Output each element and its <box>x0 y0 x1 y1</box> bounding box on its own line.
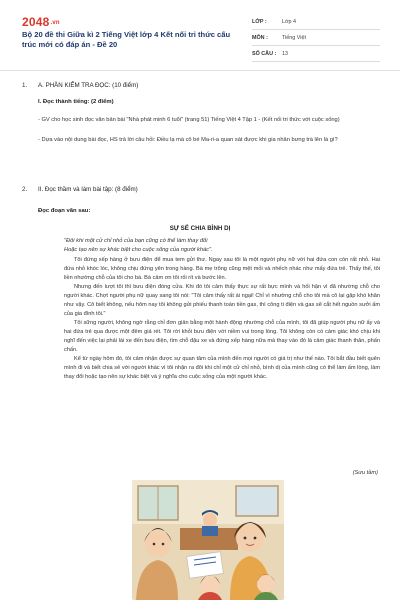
meta-key: LỚP : <box>252 18 267 25</box>
story-paragraph: Kể từ ngày hôm đó, tôi cảm nhận được sự quan tâm của mình đến mọi người có giá trị như thế nào. Tôi bắt đầu biết quên mình đi và biết chia sẻ với người khác vì tôi nhận ra đôi khi chỉ một cử chỉ nhỏ, bình dị của mình cũng có thể làm ấm lòng, làm thay đổi hoặc tạo nên sự khác biệt và ý nghĩa cho cuộc sống của một người khác. <box>64 356 380 380</box>
sub-heading: Đọc đoạn văn sau: <box>38 208 91 214</box>
section-heading: A. PHẦN KIỂM TRA ĐỌC: (10 điểm) <box>38 82 139 89</box>
document-title: Bộ 20 đề thi Giữa kì 2 Tiếng Việt lớp 4 Kết nối tri thức cấu trúc mới có đáp án - Đề 20 <box>22 30 231 49</box>
question-number: 2. <box>22 186 28 193</box>
meta-row-question-count <box>252 46 380 62</box>
story-body <box>64 256 380 382</box>
site-logo[interactable] <box>22 15 60 29</box>
meta-table <box>252 14 380 62</box>
story-paragraph: Nhưng đến lượt tôi thì bưu điện đóng cửa. Khi đó tôi cảm thấy thực sự rất bực mình và hối hận vì đã nhường chỗ cho người khác. Chợt người phụ nữ quay sang tôi nói: "Tôi cảm thấy rất ái ngại! Chỉ vì nhường chỗ cho tôi mà cô lại gặp khó khăn như vậy. Cô biết không, nếu hôm nay tôi không gửi phiếu thanh toán tiền gas, thì công ti điện và gas sẽ cắt hết nguồn sưởi ấm của gia đình tôi." <box>64 284 380 317</box>
meta-row-grade <box>252 14 380 30</box>
story-source: (Sưu tầm) <box>352 470 378 476</box>
meta-key: MÔN : <box>252 34 268 41</box>
story-title: SỰ SẺ CHIA BÌNH DỊ <box>169 225 231 232</box>
meta-row-subject <box>252 30 380 46</box>
meta-value: 13 <box>282 50 288 57</box>
header-divider <box>0 70 400 71</box>
question-number: 1. <box>22 82 28 89</box>
instruction-line: - GV cho học sinh đọc văn bản bài "Nhà phát minh 6 tuổi" (trang 51) Tiếng Việt 4 Tập 1 - (Kết nối tri thức với cuộc sống) <box>38 117 340 123</box>
illustration-drawing <box>132 480 284 600</box>
logo-text: 2048 <box>22 15 50 29</box>
section-heading: II. Đọc thầm và làm bài tập: (8 điểm) <box>38 186 138 193</box>
meta-value: Tiếng Việt <box>282 34 306 41</box>
instruction-line: - Dựa vào nội dung bài đọc, HS trả lời câu hỏi: Điều lạ mà cô bé Ma-ri-a quan sát được khi gia nhân bưng trà lên là gì? <box>38 137 338 143</box>
story-paragraph: Tôi sững người, không ngờ rằng chỉ đơn giản bằng một hành động nhường chỗ của mình, tôi đã giúp người phụ nữ ấy và hai đứa trẻ qua được một đêm giá rét. Tôi rời khỏi bưu điện với niềm vui trong lòng. Tôi không còn có cảm giác khó chịu khi nghĩ đến việc lại phải lái xe đến bưu điện, tìm chỗ đậu xe và đứng xếp hàng nữa mà thay vào đó là cảm giác thanh thản, phấn chấn. <box>64 320 380 353</box>
meta-key: SỐ CÂU : <box>252 50 277 57</box>
quote-line: Hoặc tạo nên sự khác biệt cho cuộc sống của người khác". <box>64 247 213 253</box>
story-paragraph: Tôi đứng xếp hàng ở bưu điện để mua tem gửi thư. Ngay sau tôi là một người phụ nữ với hai đứa con còn rất nhỏ. Hai đứa nhỏ khóc lóc, không chịu đứng yên trong hàng. Bà mẹ trông cũng mệt mỏi và nhếch nhác như mấy đứa trẻ. Thấy thế, tôi liền nhường chỗ của tôi cho bà. Bà cảm ơn tôi rối rít và bước lên. <box>64 257 380 281</box>
quote-line: "Đôi khi một cử chỉ nhỏ của bạn cũng có thể làm thay đổi <box>64 238 208 244</box>
sub-heading: I. Đọc thành tiếng: (2 điểm) <box>38 99 114 105</box>
story-illustration <box>132 480 284 600</box>
page-header <box>0 0 400 62</box>
story-quote <box>64 237 364 255</box>
meta-value: Lớp 4 <box>282 18 297 25</box>
logo-tld: .vn <box>50 20 60 26</box>
